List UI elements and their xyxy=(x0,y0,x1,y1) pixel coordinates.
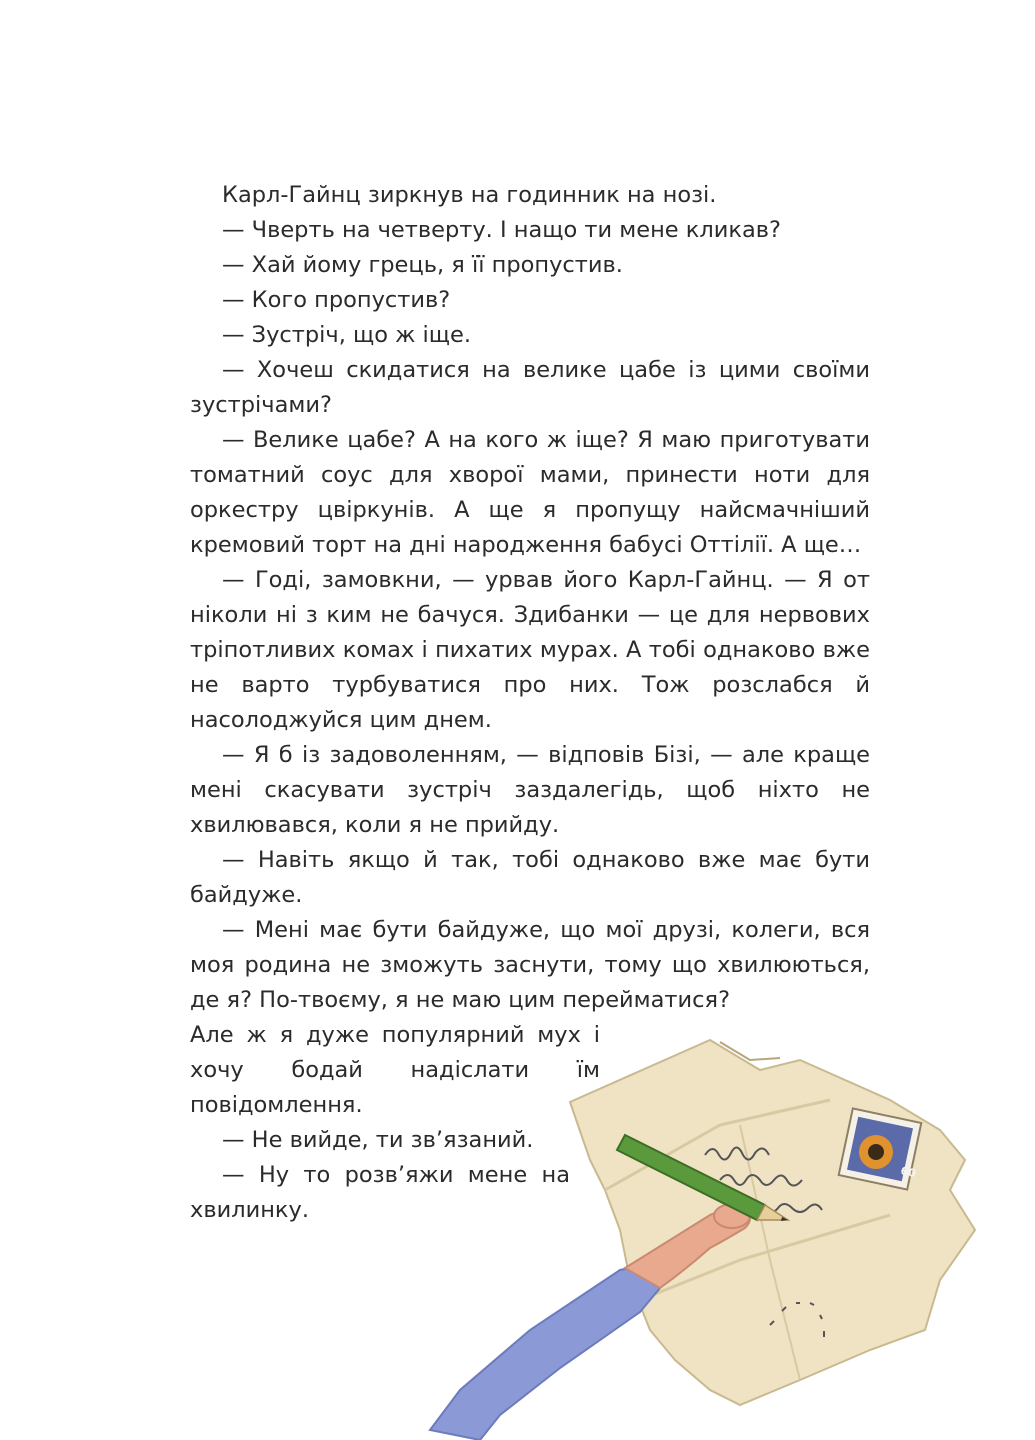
paragraph-10: — Навіть якщо й так, тобі однаково вже має бути байдуже. xyxy=(190,847,870,908)
paragraph-5: — Зустріч, що ж іще. xyxy=(222,322,471,348)
stamp-value: 60 xyxy=(899,1164,918,1181)
postage-stamp xyxy=(839,1108,922,1189)
paragraph-2: — Чверть на четверту. І нащо ти мене кликав? xyxy=(222,217,781,243)
paragraph-13: — Не вийде, ти зв’язаний. xyxy=(222,1127,534,1153)
paragraph-1: Карл-Гайнц зиркнув на годинник на нозі. xyxy=(222,182,717,208)
paragraph-8: — Годі, замовкни, — урвав його Карл-Гайнц. — Я от ніколи ні з ким не бачуся. Здибанки — це для нервових тріпотливих комах і пихатих мурах. А тобі однаково вже не варто турбуватися про них. Тож розслабся й насолоджуйся цим днем. xyxy=(190,567,870,733)
paragraph-4: — Кого пропустив? xyxy=(222,287,451,313)
paragraph-9: — Я б із задоволенням, — відповів Бізі, — але краще мені скасувати зустріч заздалегідь, щоб ніхто не хвилювався, коли я не прийду. xyxy=(190,742,870,838)
paragraph-3: — Хай йому грець, я її пропустив. xyxy=(222,252,623,278)
letter-illustration xyxy=(420,1030,980,1440)
paragraph-11: — Мені має бути байдуже, що мої друзі, колеги, вся моя родина не зможуть заснути, тому що хвилюються, де я? По-твоєму, я не маю цим перейматися? xyxy=(190,917,870,1013)
paragraph-14: — Ну то розв’яжи мене на хвилинку. xyxy=(190,1162,570,1223)
paragraph-7: — Велике цабе? А на кого ж іще? Я маю приготувати томатний соус для хворої мами, принести ноти для оркестру цвіркунів. А ще я пропущу найсмачніший кремовий торт на дні народження бабусі Оттілії. А ще… xyxy=(190,427,870,558)
paragraph-12: Але ж я дуже популярний мух і хочу бодай надіслати їм повідомлення. xyxy=(190,1022,600,1118)
envelope xyxy=(570,1040,975,1405)
paragraph-6: — Хочеш скидатися на велике цабе із цими своїми зустрічами? xyxy=(190,357,870,418)
